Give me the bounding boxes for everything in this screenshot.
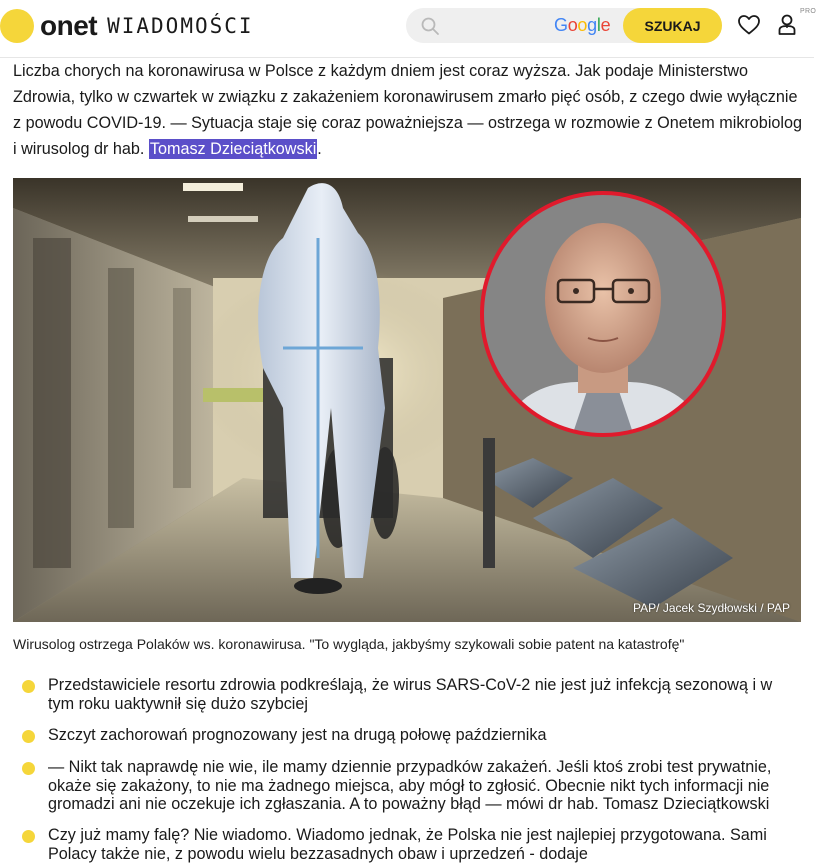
google-logo: Google bbox=[554, 15, 611, 35]
article-lead bbox=[13, 58, 803, 162]
logo-section-text: WIADOMOŚCI bbox=[107, 14, 254, 38]
logo-dot bbox=[0, 9, 34, 43]
article-photo[interactable] bbox=[13, 178, 801, 622]
photo-caption: Wirusolog ostrzega Polaków ws. koronawirusa. "To wygląda, jakbyśmy szykowali sobie patent na katastrofę" bbox=[13, 636, 685, 652]
search-button[interactable]: SZUKAJ bbox=[623, 8, 722, 43]
lead-text: Liczba chorych na koronawirusa w Polsce z każdym dniem jest coraz wyższa. Jak podaje Ministerstwo Zdrowia, tylko w czwartek w związku z zakażeniem koronawirusem zmarło pięć osób, z czego dwie wyłącznie z powodu COVID-19. — Sytuacja staje się coraz poważniejsza — ostrzega w rozmowie z Onetem mikrobiolog i wirusolog dr hab. bbox=[13, 62, 803, 158]
list-item-text: Szczyt zachorowań prognozowany jest na drugą połowę października bbox=[48, 726, 547, 744]
logo-onet-text: onet bbox=[40, 10, 98, 41]
heart-icon[interactable] bbox=[738, 15, 760, 35]
search-icon bbox=[421, 17, 439, 35]
list-item-text: Czy już mamy falę? Nie wiadomo. Wiadomo jednak, że Polska nie jest najlepiej przygotowana. Sami Polacy także nie, z powodu wielu bezzasadnych obaw i uprzedzeń - dodaje bbox=[48, 826, 767, 863]
bullet-dot bbox=[22, 680, 35, 693]
bullet-dot bbox=[22, 762, 35, 775]
site-header bbox=[0, 0, 814, 58]
site-logo[interactable] bbox=[0, 8, 254, 44]
lead-end: . bbox=[317, 140, 322, 158]
pro-badge: PRO bbox=[800, 8, 816, 15]
bullet-dot bbox=[22, 730, 35, 743]
photo-credit: PAP/ Jacek Szydłowski / PAP bbox=[633, 601, 790, 615]
list-item-text: — Nikt tak naprawdę nie wie, ile mamy dziennie przypadków zakażeń. Jeśli ktoś zrobi test prywatnie, okaże się zakażony, to nie ma żadnego miejsca, aby mógł to zgłosić. Obecnie nikt tych informacji nie gromadzi ani nie oczekuje ich zgłaszania. A to poważny błąd — mówi dr hab. Tomasz Dzieciątkowski bbox=[48, 758, 772, 813]
author-link[interactable]: Tomasz Dzieciątkowski bbox=[149, 140, 317, 158]
list-item-text: Przedstawiciele resortu zdrowia podkreślają, że wirus SARS-CoV-2 nie jest już infekcją sezonową i w tym roku uaktywnił się dużo szybciej bbox=[48, 676, 773, 713]
user-icon[interactable] bbox=[778, 14, 796, 36]
hospital-corridor-image bbox=[13, 178, 801, 622]
bullet-dot bbox=[22, 830, 35, 843]
